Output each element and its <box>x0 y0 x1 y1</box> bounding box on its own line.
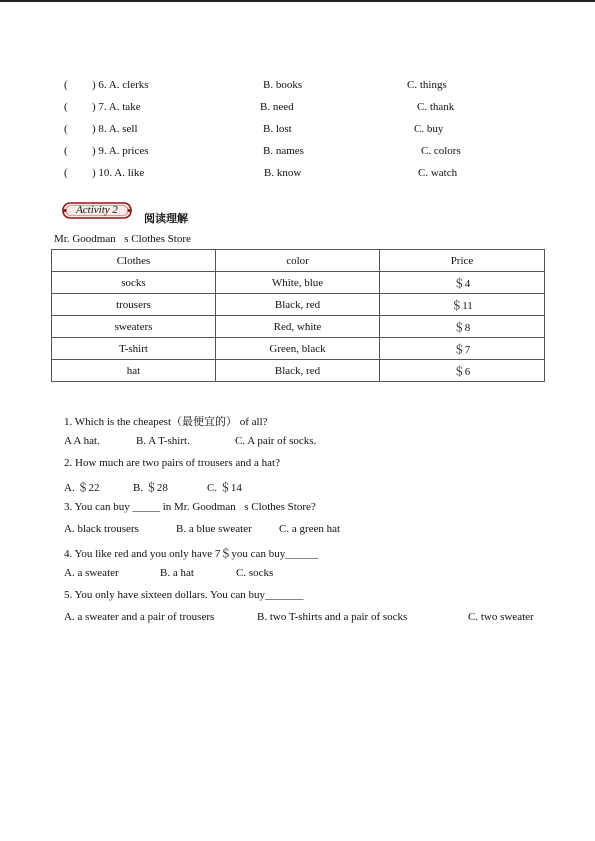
question-3: 3. You can buy _____ in Mr. Goodman s Clothes Store? <box>64 501 316 513</box>
cloze-item-9 <box>0 145 595 161</box>
option-a: ) 6. A. clerks <box>92 79 149 91</box>
section-title: 阅读理解 <box>144 212 188 225</box>
cell-clothes: sweaters <box>52 316 216 338</box>
option-b: B. A T-shirt. <box>136 435 190 447</box>
option-c: C. colors <box>421 145 461 157</box>
answer-bracket: ( <box>64 123 68 135</box>
cloze-item-6 <box>0 79 595 95</box>
option-c: C. ＄14 <box>207 482 242 494</box>
option-c: C. things <box>407 79 447 91</box>
cell-price: ＄6 <box>380 360 545 382</box>
table-row <box>52 272 545 294</box>
cell-clothes: T-shirt <box>52 338 216 360</box>
cell-color: Red, white <box>216 316 380 338</box>
table-row <box>52 294 545 316</box>
cell-color: Black, red <box>216 294 380 316</box>
store-name: Mr. Goodman s Clothes Store <box>54 233 191 245</box>
cell-clothes: hat <box>52 360 216 382</box>
activity-badge-label: Activity 2 <box>76 204 118 216</box>
cell-price: ＄4 <box>380 272 545 294</box>
option-b: B. a hat <box>160 567 194 579</box>
question-3-options <box>0 523 595 539</box>
cloze-item-8 <box>0 123 595 139</box>
option-c: C. a green hat <box>279 523 341 535</box>
cell-color: Green, black <box>216 338 380 360</box>
option-b: B. need <box>260 101 294 113</box>
question-5-options <box>0 611 595 627</box>
option-c: C. two sweater <box>468 611 534 623</box>
cell-clothes: socks <box>52 272 216 294</box>
page-top-rule <box>0 0 595 2</box>
option-a: ) 8. A. sell <box>92 123 138 135</box>
option-c: C. socks <box>236 567 274 579</box>
option-b: B. know <box>264 167 302 179</box>
option-b: B. a blue sweater <box>176 523 252 535</box>
question-4-options <box>0 567 595 583</box>
option-b: B. names <box>263 145 304 157</box>
table-row <box>52 338 545 360</box>
cloze-item-10 <box>0 167 595 183</box>
cell-price: ＄7 <box>380 338 545 360</box>
answer-bracket: ( <box>64 145 68 157</box>
cell-price: ＄11 <box>380 294 545 316</box>
question-1-options <box>0 435 595 451</box>
option-c: C. A pair of socks. <box>235 435 317 447</box>
price-table <box>51 249 545 382</box>
option-a: ) 10. A. like <box>92 167 145 179</box>
header-clothes: Clothes <box>52 250 216 272</box>
option-a: A. a sweater <box>64 567 119 579</box>
question-4: 4. You like red and you only have 7＄you can buy______ <box>64 548 319 560</box>
table-header-row <box>52 250 545 272</box>
cell-clothes: trousers <box>52 294 216 316</box>
option-b: B. two T-shirts and a pair of socks <box>257 611 408 623</box>
option-b: B. ＄28 <box>133 482 168 494</box>
option-a: ) 9. A. prices <box>92 145 149 157</box>
option-c: C. thank <box>417 101 455 113</box>
option-a: A. black trousers <box>64 523 139 535</box>
table-row <box>52 360 545 382</box>
activity-badge <box>62 202 132 219</box>
answer-bracket: ( <box>64 167 68 179</box>
cell-price: ＄8 <box>380 316 545 338</box>
answer-bracket: ( <box>64 101 68 113</box>
option-b: B. books <box>263 79 303 91</box>
question-2-options <box>0 479 595 495</box>
option-c: C. watch <box>418 167 458 179</box>
header-color: color <box>216 250 380 272</box>
option-a: ) 7. A. take <box>92 101 141 113</box>
question-1: 1. Which is the cheapest（最便宜的） of all? <box>64 416 268 428</box>
option-b: B. lost <box>263 123 292 135</box>
cell-color: White, blue <box>216 272 380 294</box>
option-c: C. buy <box>414 123 444 135</box>
question-2: 2. How much are two pairs of trousers and a hat? <box>64 457 280 469</box>
option-a: A. ＄22 <box>64 482 100 494</box>
table-row <box>52 316 545 338</box>
answer-bracket: ( <box>64 79 68 91</box>
question-5: 5. You only have sixteen dollars. You can buy_______ <box>64 589 304 601</box>
header-price: Price <box>380 250 545 272</box>
option-a: A. a sweater and a pair of trousers <box>64 611 215 623</box>
option-a: A A hat. <box>64 435 100 447</box>
cell-color: Black, red <box>216 360 380 382</box>
cloze-item-7 <box>0 101 595 117</box>
